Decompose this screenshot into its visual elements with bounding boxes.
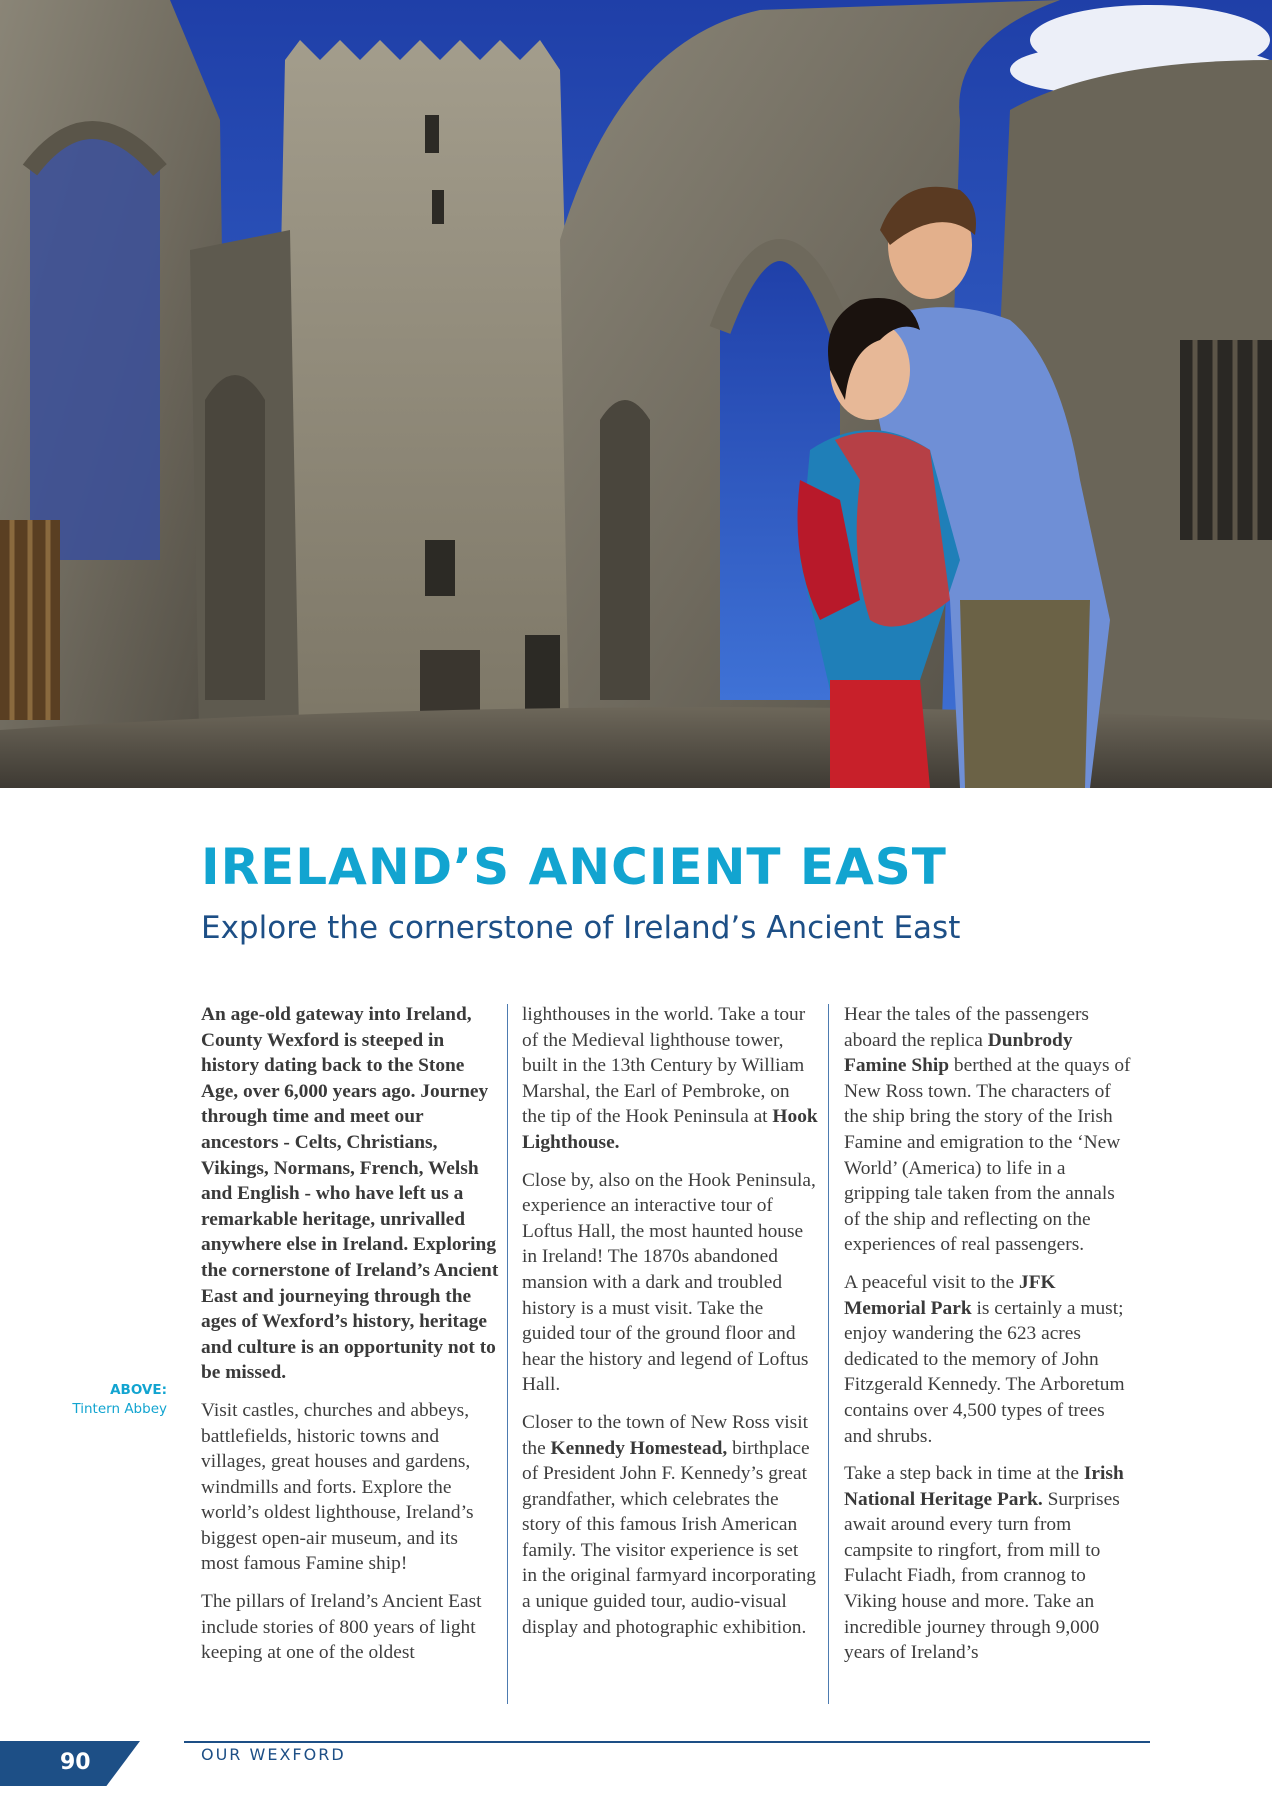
- highlight-jfk-park: JFK Memorial Park: [844, 1271, 1056, 1319]
- paragraph: [844, 1002, 1134, 1258]
- footer-rule: [184, 1741, 1150, 1743]
- paragraph: Close by, also on the Hook Peninsula, experience an interactive tour of Loftus Hall, the most haunted house in Ireland! The 1870s abandoned mansion with a dark and troubled history is a must visit. Take the guided tour of the ground floor and hear the history and legend of Loftus Hall.: [522, 1169, 816, 1396]
- text-run: Closer to the town of New Ross visit the: [522, 1411, 809, 1459]
- publication-name: OUR WEXFORD: [201, 1745, 346, 1764]
- page-number: 90: [60, 1750, 91, 1775]
- paragraph: The pillars of Ireland’s Ancient East include stories of 800 years of light keeping at one of the oldest: [201, 1591, 482, 1664]
- paragraph: [522, 1002, 818, 1156]
- column-2: [522, 1002, 818, 1652]
- hero-photo: [0, 0, 1272, 788]
- intro-paragraph: An age-old gateway into Ireland, County Wexford is steeped in history dating back to the Stone Age, over 6,000 years ago. Journey through time and meet our ancestors - Celts, Christians, Vikings, Normans, French, Welsh and English - who have left us a remarkable heritage, unrivalled anywhere else in Ireland. Exploring the cornerstone of Ireland’s Ancient East and journeying through the ages of Wexford’s history, heritage and culture is an opportunity not to be missed.: [201, 1004, 499, 1384]
- text-run: birthplace of President John F. Kennedy’s great grandfather, which celebrates the story of this famous Irish American family. The visitor experience is set in the original farmyard incorporating a unique guided tour, audio-visual display and photographic exhibition.: [522, 1437, 816, 1638]
- column-divider: [507, 1004, 508, 1704]
- paragraph: [522, 1410, 818, 1640]
- tintern-abbey-illustration: [0, 0, 1272, 788]
- text-run: berthed at the quays of New Ross town. The characters of the ship bring the story of the Irish Famine and emigration to the ‘New World’ (America) to life in a gripping tale taken from the annals of the ship and reflecting on the experiences of real passengers.: [844, 1055, 1131, 1256]
- text-run: A peaceful visit to the: [844, 1271, 1020, 1293]
- highlight-heritage-park: Irish National Heritage Park.: [844, 1463, 1124, 1510]
- highlight-kennedy-homestead: Kennedy Homestead,: [550, 1437, 728, 1459]
- page-subtitle: Explore the cornerstone of Ireland’s Ancient East: [201, 910, 961, 946]
- page-title: IRELAND’S ANCIENT EAST: [201, 838, 947, 896]
- caption-label: ABOVE:: [110, 1382, 167, 1398]
- column-divider: [828, 1004, 829, 1704]
- paragraph: Visit castles, churches and abbeys, battlefields, historic towns and villages, great houses and gardens, windmills and forts. Explore the world’s oldest lighthouse, Ireland’s biggest open-air museum, and its most famous Famine ship!: [201, 1399, 474, 1575]
- text-run: Surprises await around every turn from campsite to ringfort, from mill to Fulacht Fiadh, from crannog to Viking house and more. Take an incredible journey through 9,000 years of Ireland’s: [844, 1488, 1120, 1664]
- caption-text: Tintern Abbey: [72, 1401, 167, 1417]
- text-run: Take a step back in time at the: [844, 1463, 1084, 1485]
- highlight-dunbrody-ship: Dunbrody Famine Ship: [844, 1029, 1073, 1077]
- text-run: is certainly a must; enjoy wandering the 623 acres dedicated to the memory of John Fitzgerald Kennedy. The Arboretum contains over 4,500 types of trees and shrubs.: [844, 1297, 1125, 1447]
- photo-caption: [72, 1381, 167, 1419]
- column-3: [844, 1002, 1134, 1678]
- paragraph: [844, 1270, 1134, 1449]
- text-run: lighthouses in the world. Take a tour of the Medieval lighthouse tower, built in the 13th Century by William Marshal, the Earl of Pembroke, on the tip of the Hook Peninsula at: [522, 1004, 806, 1128]
- paragraph: [844, 1461, 1134, 1666]
- highlight-hook-lighthouse: Hook Lighthouse.: [522, 1106, 818, 1153]
- text-run: Hear the tales of the passengers aboard the replica: [844, 1004, 1089, 1051]
- column-1: [201, 1002, 499, 1678]
